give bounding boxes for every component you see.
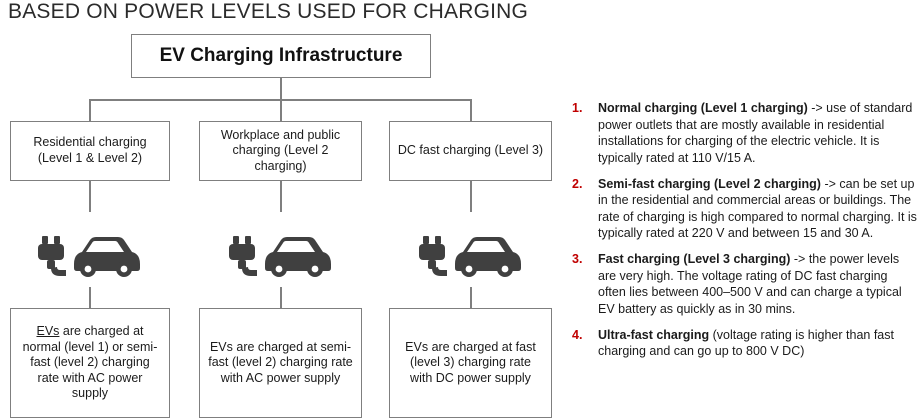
branch-node-label: Residential charging (Level 1 & Level 2) <box>33 135 147 165</box>
list-item-body <box>598 176 917 243</box>
branch-node-dc-fast <box>389 121 552 181</box>
list-item-text: (voltage rating is higher than fast charging and can go up to 800 V DC) <box>598 327 894 359</box>
connector-root-stem <box>280 78 282 100</box>
diagram-root-node <box>131 34 431 78</box>
list-item-number: 4. <box>572 327 583 342</box>
diagram-root-label: EV Charging Infrastructure <box>159 45 403 67</box>
branch-node-residential <box>10 121 170 181</box>
list-item-number: 2. <box>572 176 583 191</box>
ev-charging-car-icon <box>411 212 531 282</box>
connector-branch2-to-icon <box>280 181 282 212</box>
branch-node-workplace-public <box>199 121 362 181</box>
leaf-node-label: EVs are charged at fast (level 3) charging rate with DC power supply <box>405 339 536 385</box>
list-item <box>572 100 917 167</box>
leaf-node-text <box>19 324 161 402</box>
ev-charging-car-icon <box>221 212 341 282</box>
list-item-title: Normal charging (Level 1 charging) <box>598 101 808 115</box>
connector-to-branch-3 <box>470 99 472 121</box>
connector-icon-to-leaf2 <box>280 287 282 308</box>
list-item-body <box>598 100 917 167</box>
list-item-body <box>598 327 917 360</box>
connector-branch3-to-icon <box>470 181 472 212</box>
leaf-node-label: are charged at normal (level 1) or semi-fast (level 2) charging rate with AC power supply <box>22 323 158 401</box>
list-item-title: Fast charging (Level 3 charging) <box>598 252 791 266</box>
icon-cell-1 <box>10 212 170 287</box>
list-item <box>572 327 917 360</box>
leaf-node-text <box>208 340 353 387</box>
ev-charging-car-icon <box>30 212 150 282</box>
charging-levels-list <box>572 100 917 369</box>
page-title: BASED ON POWER LEVELS USED FOR CHARGING <box>8 0 529 23</box>
connector-to-branch-2 <box>280 99 282 121</box>
list-item-title: Ultra-fast charging <box>598 327 710 342</box>
list-item-title: Semi-fast charging (Level 2 charging) <box>598 176 821 191</box>
list-item-text: -> can be set up in the residential and commercial areas or buildings. The rate of charging is high compared to normal charging. It is typically rated at 220 V and between 15 and 30 A. <box>598 176 917 241</box>
connector-to-branch-1 <box>89 99 91 121</box>
list-item-number: 3. <box>572 252 583 266</box>
connector-branch1-to-icon <box>89 181 91 212</box>
leaf-node-workplace-detail <box>199 308 362 418</box>
icon-cell-3 <box>389 212 552 287</box>
connector-icon-to-leaf3 <box>470 287 472 308</box>
leaf-node-underlined-word: EVs <box>36 323 60 338</box>
branch-node-label: Workplace and public charging (Level 2 charging) <box>220 127 341 173</box>
list-item-number: 1. <box>572 101 583 115</box>
list-item <box>572 251 917 318</box>
icon-cell-2 <box>199 212 362 287</box>
leaf-node-label: EVs are charged at semi-fast (level 2) charging rate with AC power supply <box>208 339 353 385</box>
connector-icon-to-leaf1 <box>89 287 91 308</box>
leaf-node-text <box>398 340 543 387</box>
leaf-node-residential-detail <box>10 308 170 418</box>
branch-node-label: DC fast charging (Level 3) <box>397 143 544 158</box>
leaf-node-dcfast-detail <box>389 308 552 418</box>
ev-charging-infrastructure-diagram <box>0 26 560 419</box>
list-item-body <box>598 251 917 318</box>
list-item-text: -> the power levels are very high. The voltage rating of DC fast charging often lies between 400–500 V and can charge a typical EV battery as quickly as in 30 mins. <box>598 252 902 316</box>
list-item-text: -> use of standard power outlets that are mostly available in residential installations for charging of the electric vehicle. It is typically rated at 110 V/15 A. <box>598 101 913 165</box>
list-item <box>572 176 917 243</box>
